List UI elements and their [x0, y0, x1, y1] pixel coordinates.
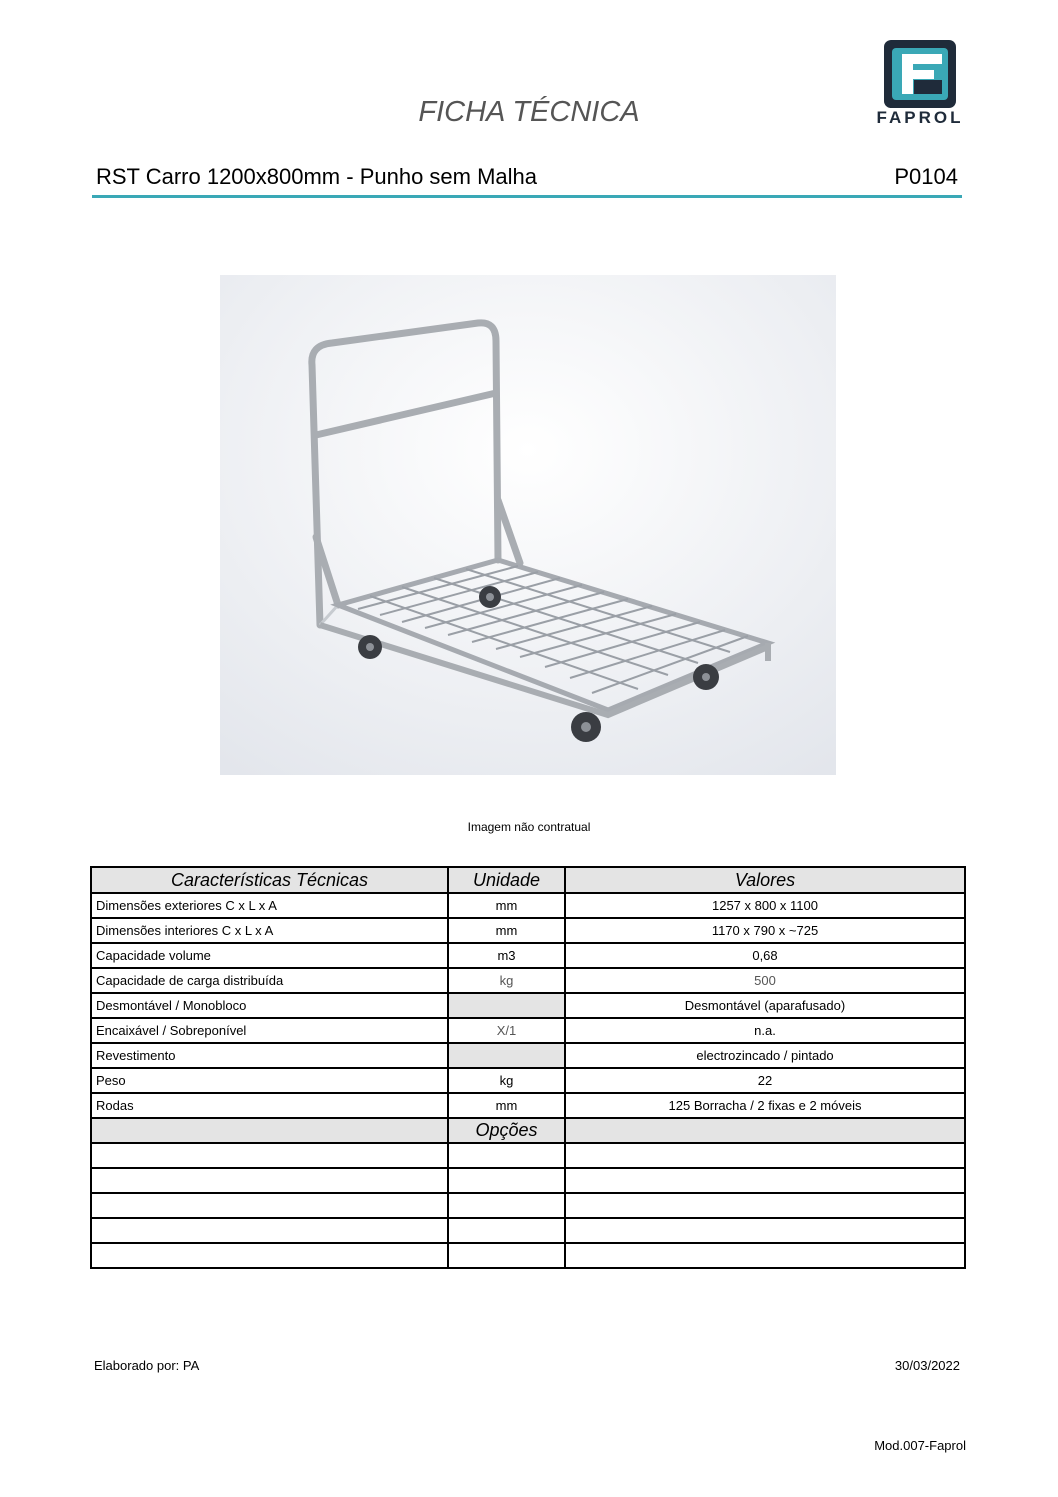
row-value: electrozincado / pintado — [565, 1043, 965, 1068]
row-value: 1170 x 790 x ~725 — [565, 918, 965, 943]
row-value: n.a. — [565, 1018, 965, 1043]
option-characteristic — [91, 1143, 448, 1168]
header-unit: Unidade — [448, 867, 565, 893]
row-value: 22 — [565, 1068, 965, 1093]
option-row — [91, 1218, 965, 1243]
table-row — [91, 943, 965, 968]
options-header-blank — [565, 1118, 965, 1143]
option-row — [91, 1243, 965, 1268]
row-characteristic: Peso — [91, 1068, 448, 1093]
document-title: FICHA TÉCNICA — [418, 96, 640, 128]
row-value: 125 Borracha / 2 fixas e 2 móveis — [565, 1093, 965, 1118]
row-unit: m3 — [448, 943, 565, 968]
options-label: Opções — [448, 1118, 565, 1143]
table-row — [91, 1068, 965, 1093]
option-value — [565, 1193, 965, 1218]
option-unit — [448, 1193, 565, 1218]
model-reference: Mod.007-Faprol — [874, 1438, 966, 1453]
spec-table — [90, 866, 966, 1269]
row-value: 0,68 — [565, 943, 965, 968]
options-header-row — [91, 1118, 965, 1143]
option-unit — [448, 1218, 565, 1243]
row-value: 500 — [565, 968, 965, 993]
table-row — [91, 1093, 965, 1118]
row-unit: mm — [448, 1093, 565, 1118]
row-unit — [448, 993, 565, 1018]
option-characteristic — [91, 1218, 448, 1243]
image-caption: Imagem não contratual — [467, 820, 591, 834]
row-unit: X/1 — [448, 1018, 565, 1043]
row-characteristic: Dimensões exteriores C x L x A — [91, 893, 448, 918]
row-unit: mm — [448, 918, 565, 943]
option-unit — [448, 1143, 565, 1168]
option-characteristic — [91, 1193, 448, 1218]
row-unit: mm — [448, 893, 565, 918]
table-row — [91, 1018, 965, 1043]
option-value — [565, 1243, 965, 1268]
option-characteristic — [91, 1243, 448, 1268]
row-characteristic: Rodas — [91, 1093, 448, 1118]
row-characteristic: Capacidade de carga distribuída — [91, 968, 448, 993]
row-unit: kg — [448, 1068, 565, 1093]
option-row — [91, 1193, 965, 1218]
table-row — [91, 993, 965, 1018]
option-characteristic — [91, 1168, 448, 1193]
option-row — [91, 1143, 965, 1168]
header-value: Valores — [565, 867, 965, 893]
option-unit — [448, 1243, 565, 1268]
header-divider — [92, 195, 962, 198]
row-characteristic: Encaixável / Sobreponível — [91, 1018, 448, 1043]
row-unit: kg — [448, 968, 565, 993]
table-row — [91, 893, 965, 918]
option-unit — [448, 1168, 565, 1193]
table-row — [91, 918, 965, 943]
option-value — [565, 1218, 965, 1243]
table-row — [91, 1043, 965, 1068]
product-code: P0104 — [894, 164, 958, 189]
row-unit — [448, 1043, 565, 1068]
option-value — [565, 1168, 965, 1193]
option-row — [91, 1168, 965, 1193]
row-characteristic: Revestimento — [91, 1043, 448, 1068]
row-characteristic: Dimensões interiores C x L x A — [91, 918, 448, 943]
row-characteristic: Desmontável / Monobloco — [91, 993, 448, 1018]
row-value: Desmontável (aparafusado) — [565, 993, 965, 1018]
product-header — [92, 164, 962, 194]
product-photo — [220, 275, 836, 775]
product-name: RST Carro 1200x800mm - Punho sem Malha — [96, 164, 538, 189]
options-header-blank — [91, 1118, 448, 1143]
header-characteristic: Características Técnicas — [91, 867, 448, 893]
spec-table-header — [91, 867, 965, 893]
row-value: 1257 x 800 x 1100 — [565, 893, 965, 918]
option-value — [565, 1143, 965, 1168]
document-date: 30/03/2022 — [894, 1358, 960, 1373]
prepared-by: Elaborado por: PA — [94, 1358, 200, 1373]
logo-wordmark: FAPROL — [876, 108, 964, 127]
row-characteristic: Capacidade volume — [91, 943, 448, 968]
table-row — [91, 968, 965, 993]
